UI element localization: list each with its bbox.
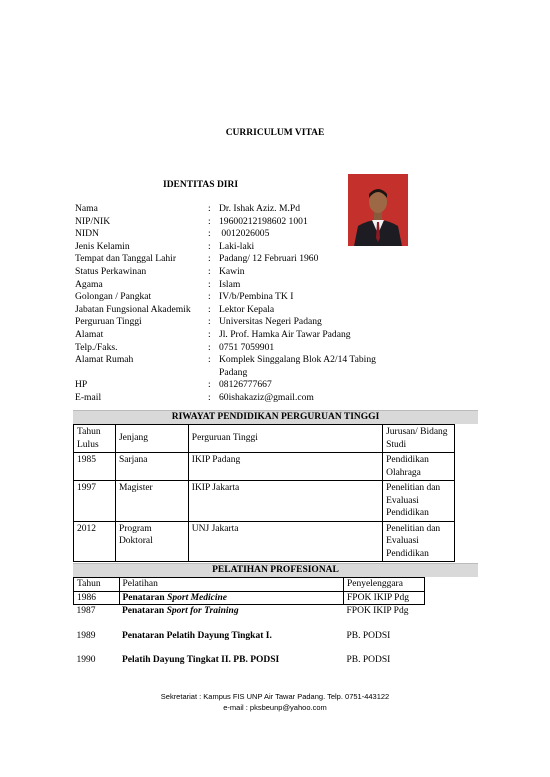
field-value: Laki-laki: [219, 240, 255, 252]
colon: :: [208, 354, 211, 366]
table-cell: 1985: [74, 453, 116, 481]
colon: :: [208, 253, 211, 265]
spacer-row: [74, 618, 425, 630]
identity-row-marital: [75, 266, 376, 279]
footer-address: Sekretariat : Kampus FIS UNP Air Tawar Padang. Telp. 0751-443122: [160, 692, 390, 701]
field-label: Alamat Rumah: [75, 354, 134, 366]
training-name-italic: Sport for Training: [166, 606, 239, 616]
column-header: Penyelenggara: [344, 578, 425, 592]
table-cell: PB. PODSI: [346, 655, 391, 665]
field-label: Alamat: [75, 328, 104, 340]
identity-row-home-address: [75, 354, 376, 367]
spacer-row: [74, 642, 425, 654]
table-header-row: [74, 578, 425, 592]
field-label: NIDN: [75, 228, 99, 240]
table-cell: Penelitian dan Evaluasi Pendidikan: [383, 521, 455, 562]
table-row: [74, 481, 455, 522]
education-table: [73, 424, 455, 562]
identity-row-religion: [75, 279, 376, 292]
identity-row-position: [75, 304, 376, 317]
field-label: Telp./Faks.: [75, 341, 118, 353]
table-cell: PB. PODSI: [346, 630, 391, 641]
colon: :: [208, 391, 211, 403]
field-value: Padang: [219, 366, 248, 378]
colon: :: [208, 278, 211, 290]
colon: :: [208, 303, 211, 315]
table-cell: Sarjana: [115, 453, 188, 481]
colon: :: [208, 291, 211, 303]
field-value: Universitas Negeri Padang: [219, 316, 322, 328]
column-header: Tahun: [74, 578, 120, 592]
field-value: IV/b/Pembina TK I: [219, 291, 294, 303]
field-label: NIP/NIK: [75, 215, 111, 227]
table-cell: UNJ Jakarta: [188, 521, 382, 562]
field-label: Perguruan Tinggi: [75, 316, 142, 328]
table-cell: IKIP Padang: [188, 453, 382, 481]
field-label: Golongan / Pangkat: [75, 291, 152, 303]
field-label: Jabatan Fungsional Akademik: [75, 303, 191, 315]
training-name: Penataran: [122, 606, 167, 616]
field-value: 08126777667: [219, 379, 272, 391]
field-label: HP: [75, 379, 88, 391]
table-cell: [119, 591, 344, 605]
table-cell: Pelatih Dayung Tingkat II. PB. PODSI: [122, 655, 280, 665]
column-header: Pelatihan: [119, 578, 344, 592]
colon: :: [208, 203, 211, 214]
table-cell: Pendidikan Olahraga: [383, 453, 455, 481]
field-value: 0751 7059901: [219, 341, 275, 353]
field-value: Lektor Kepala: [219, 303, 275, 315]
identity-row-hp: [75, 379, 376, 392]
identity-row-home-address-cont: [75, 367, 376, 380]
page-footer: [0, 691, 550, 713]
field-value: Dr. Ishak Aziz. M.Pd: [219, 203, 301, 214]
colon: :: [208, 328, 211, 340]
identity-row-gender: [75, 241, 376, 254]
identity-row-email: [75, 392, 376, 405]
colon: :: [208, 228, 211, 240]
column-header: Perguruan Tinggi: [188, 425, 382, 453]
field-label: Status Perkawinan: [75, 265, 147, 277]
identity-row-nidn: [75, 228, 376, 241]
table-cell: 1989: [76, 630, 96, 641]
table-cell: 1990: [76, 655, 96, 665]
education-section: [73, 410, 465, 562]
field-value: Kawin: [219, 265, 245, 277]
table-cell: FPOK IKIP Pdg: [344, 591, 425, 605]
training-name: Penataran: [122, 592, 168, 603]
table-cell: IKIP Jakarta: [188, 481, 382, 522]
training-section: [73, 563, 465, 667]
colon: :: [208, 240, 211, 252]
colon: :: [208, 316, 211, 328]
column-header: Tahun Lulus: [74, 425, 116, 453]
identity-row-address: [75, 329, 376, 342]
colon: :: [208, 341, 211, 353]
identity-row-rank: [75, 291, 376, 304]
table-cell: Program Doktoral: [115, 521, 188, 562]
document-title: CURRICULUM VITAE: [225, 128, 325, 138]
table-row: [74, 453, 455, 481]
field-value: 60ishakaziz@gmail.com: [219, 391, 314, 403]
table-cell: Penelitian dan Evaluasi Pendidikan: [383, 481, 455, 522]
column-header: Jurusan/ Bidang Studi: [383, 425, 455, 453]
identity-row-university: [75, 316, 376, 329]
field-value: 0012026005: [219, 228, 270, 240]
training-name-italic: Sport Medicine: [167, 592, 227, 603]
table-cell: 2012: [74, 521, 116, 562]
identity-heading: IDENTITAS DIRI: [163, 180, 239, 190]
colon: :: [208, 379, 211, 391]
field-label: E-mail: [75, 391, 102, 403]
table-cell: FPOK IKIP Pdg: [346, 606, 409, 616]
field-value: Islam: [219, 278, 241, 290]
identity-row-nip: [75, 216, 376, 229]
field-value: Padang/ 12 Februari 1960: [219, 253, 319, 265]
field-label: Jenis Kelamin: [75, 240, 130, 252]
field-label: Nama: [75, 203, 98, 214]
table-row: [74, 591, 425, 605]
training-heading: PELATIHAN PROFESIONAL: [73, 563, 478, 577]
table-cell: 1987: [76, 606, 96, 616]
colon: :: [208, 215, 211, 227]
identity-row-nama: [75, 203, 376, 216]
field-label: Tempat dan Tanggal Lahir: [75, 253, 177, 265]
table-cell: Magister: [115, 481, 188, 522]
field-value: Komplek Singgalang Blok A2/14 Tabing: [219, 354, 376, 366]
field-value: 19600212198602 1001: [219, 215, 308, 227]
footer-email: e-mail : pksbeunp@yahoo.com: [223, 703, 327, 712]
table-row: [74, 630, 425, 643]
table-cell: [119, 605, 344, 618]
colon: :: [208, 265, 211, 277]
field-label: Agama: [75, 278, 103, 290]
identity-row-birth: [75, 253, 376, 266]
column-header: Jenjang: [115, 425, 188, 453]
table-row: [74, 654, 425, 667]
table-row: [74, 521, 455, 562]
education-heading: RIWAYAT PENDIDIKAN PERGURUAN TINGGI: [73, 410, 478, 424]
field-value: Jl. Prof. Hamka Air Tawar Padang: [219, 328, 351, 340]
table-cell: Penataran Pelatih Dayung Tingkat I.: [122, 630, 272, 641]
table-row: [74, 605, 425, 618]
training-table: [73, 577, 425, 667]
identity-row-phone: [75, 342, 376, 355]
identity-list: [75, 203, 376, 405]
table-cell: 1997: [74, 481, 116, 522]
table-header-row: [74, 425, 455, 453]
table-cell: 1986: [74, 591, 120, 605]
